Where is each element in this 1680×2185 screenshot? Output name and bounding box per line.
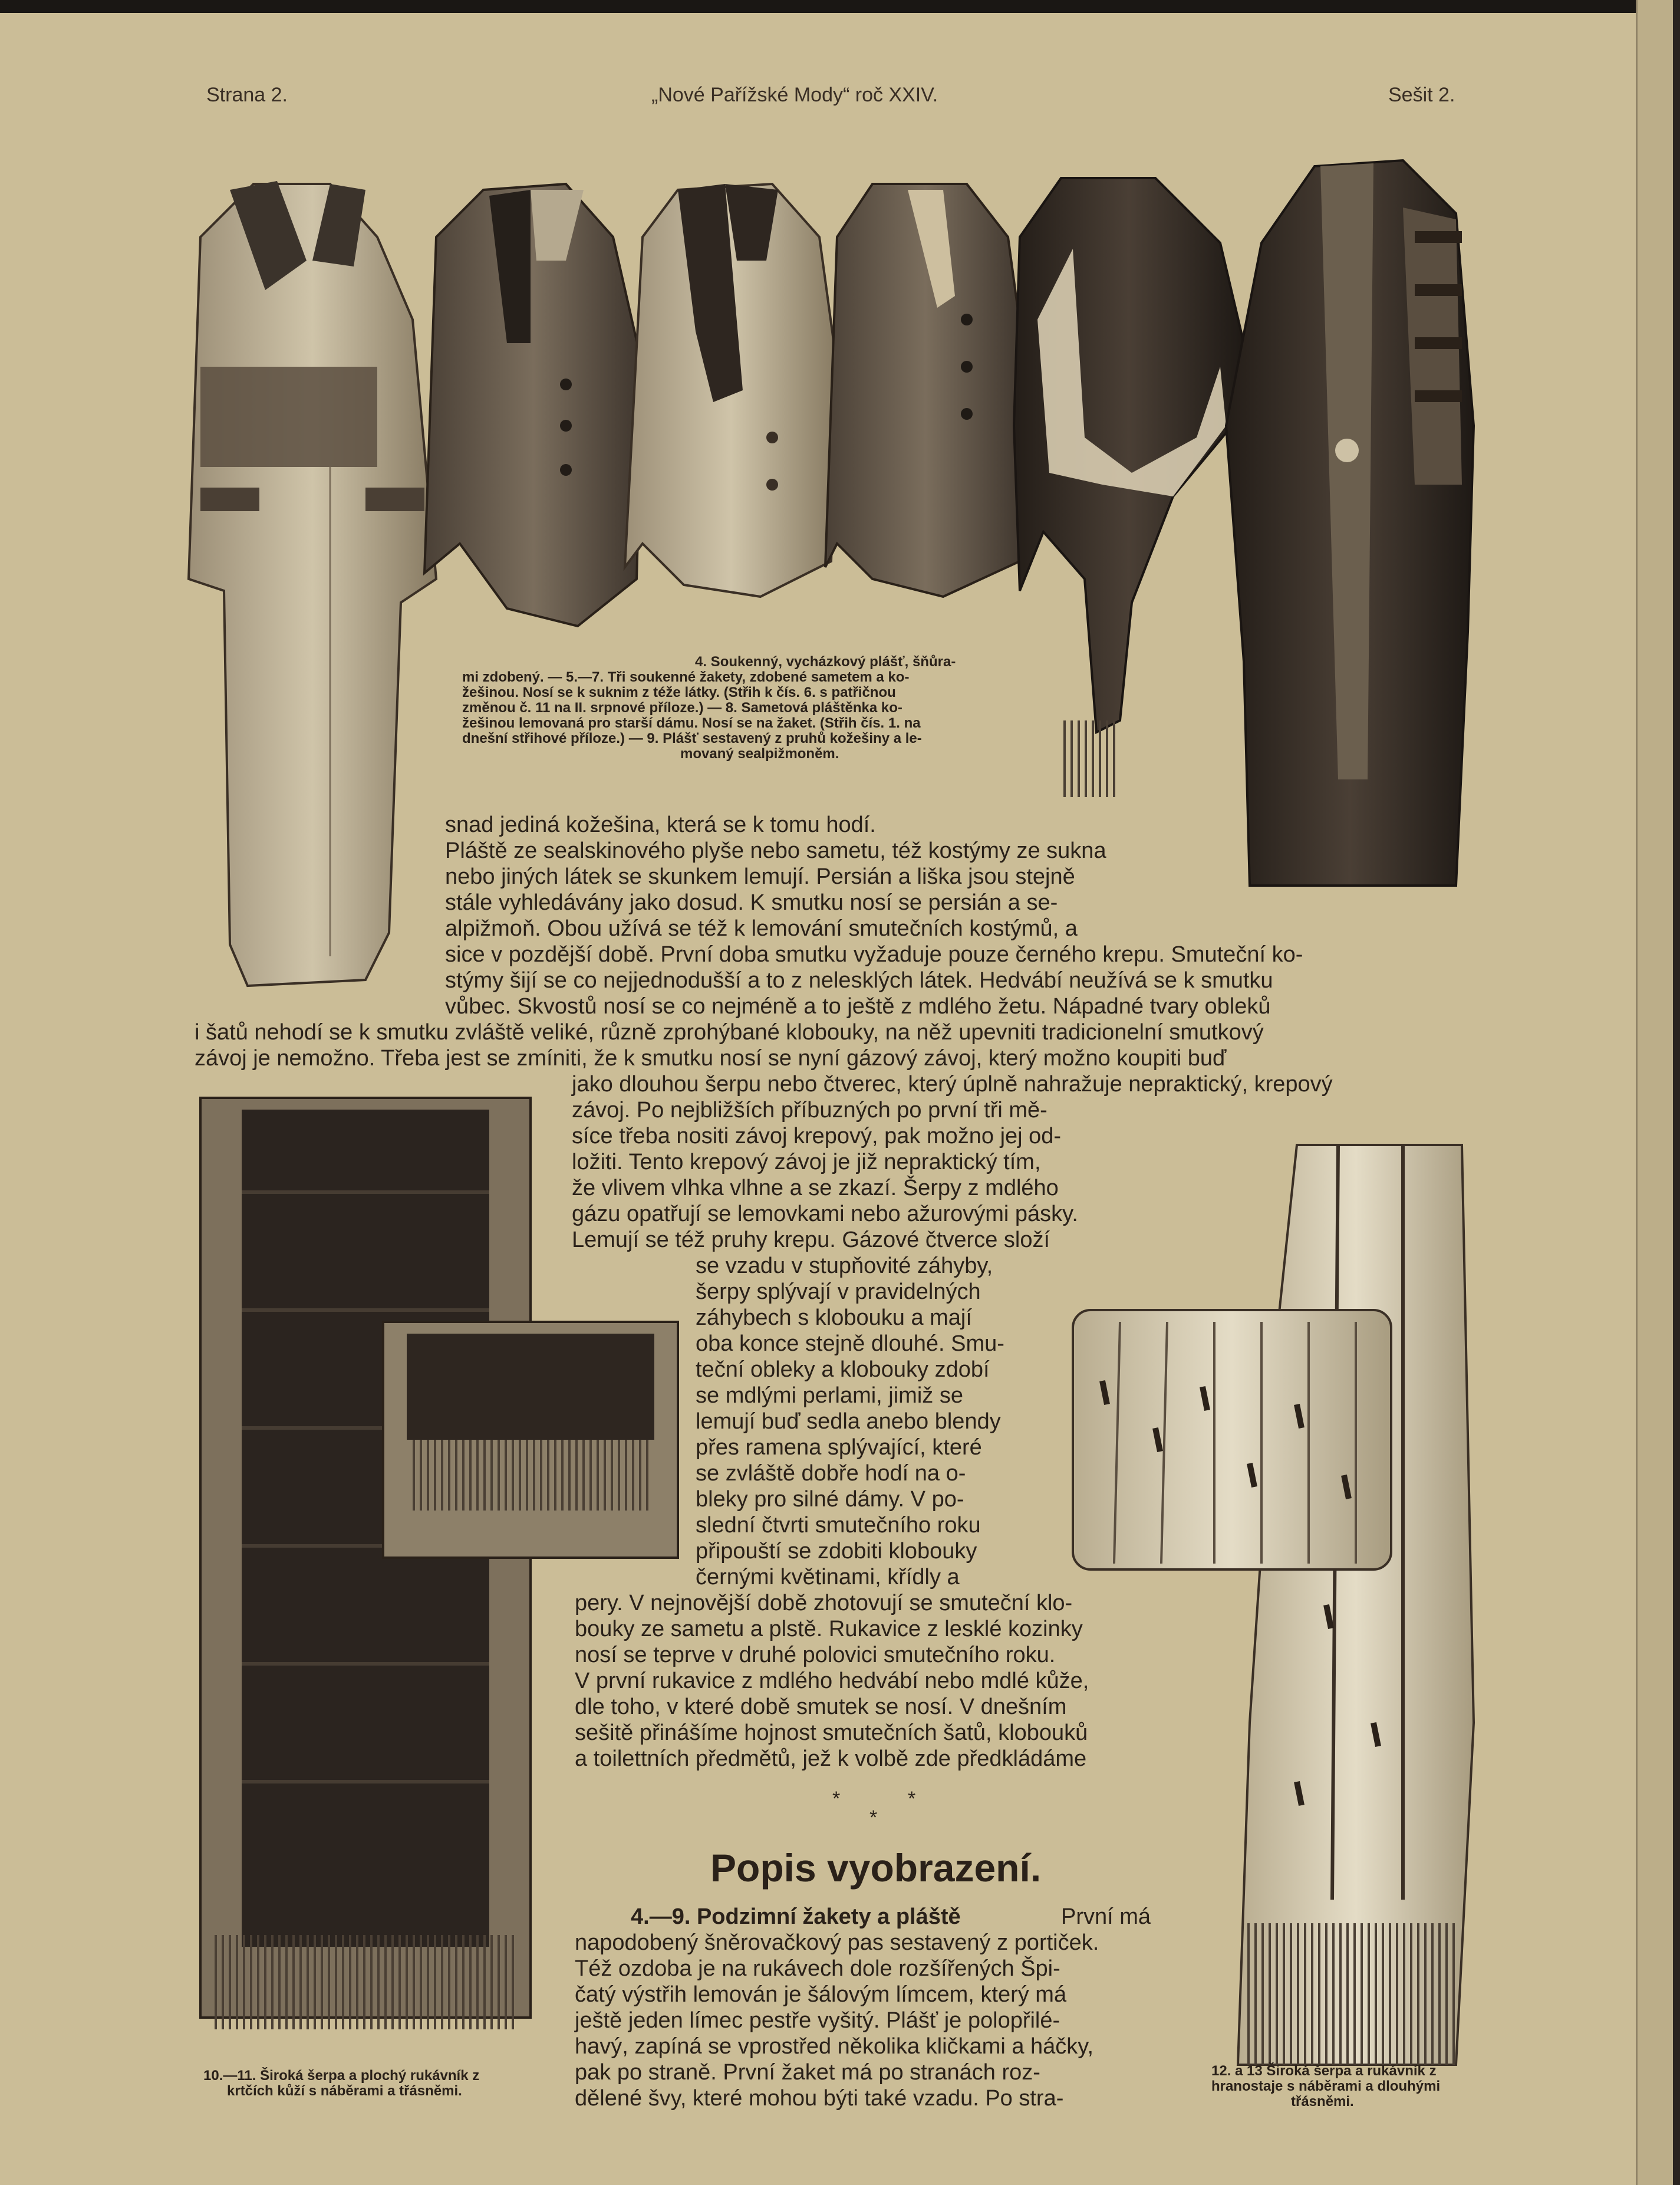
body-line: slední čtvrti smutečního roku (696, 1513, 981, 1538)
caption-scarf-left-line-2: krtčích kůží s náběrami a třásněmi. (227, 2083, 462, 2099)
body-line: vůbec. Skvostů nosí se co nejméně a to ještě z mdlého žetu. Nápadné tvary obleků (445, 994, 1271, 1019)
caption-coats-line-6: dnešní střihové příloze.) — 9. Plášť sestavený z pruhů kožešiny a le- (462, 730, 922, 746)
coat-4-icon (189, 181, 436, 986)
body-line: sešitě přinášíme hojnost smutečních šatů, klobouků (575, 1720, 1088, 1745)
body-line: šerpy splývají v pravidelných (696, 1279, 981, 1304)
body-line: Pláště ze sealskinového plyše nebo sametu, též kostýmy ze sukna (445, 838, 1106, 863)
cape-8-icon (1014, 178, 1244, 797)
body-line: bouky ze sametu a plstě. Rukavice z lesklé kozinky (575, 1617, 1083, 1641)
body-line: se mdlými perlami, jimiž se (696, 1383, 963, 1408)
journal-title: „Nové Pařížské Mody“ roč XXIV. (651, 84, 938, 106)
caption-coats-line-3: žešinou. Nosí se k suknim z téže látky. (Střih k čís. 6. s patřičnou (462, 685, 896, 700)
caption-coats-line-1: 4. Soukenný, vycházkový plášť, šňůra- (695, 654, 956, 670)
page-binding-edge (1636, 0, 1680, 2185)
description-line: ještě jeden límec pestře vyšitý. Plášť je polopřilé- (575, 2008, 1060, 2033)
body-line: dle toho, v které době smutek se nosí. V dnešním (575, 1694, 1067, 1719)
body-line: Lemují se též pruhy krepu. Gázové čtverce složí (572, 1228, 1050, 1252)
page-number: Strana 2. (206, 84, 288, 106)
caption-scarf-right-line-3: třásněmi. (1291, 2094, 1354, 2110)
body-line: lemují buď sedla anebo blendy (696, 1409, 1001, 1434)
body-line: gázu opatřují se lemovkami nebo ažurovými pásky. (572, 1202, 1078, 1226)
separator-star: * (869, 1806, 878, 1829)
body-line: snad jediná kožešina, která se k tomu hodí. (445, 812, 876, 837)
body-line: přes ramena splývající, které (696, 1435, 982, 1460)
body-line: jako dlouhou šerpu nebo čtverec, který úplně nahražuje nepraktický, krepový (572, 1072, 1333, 1097)
caption-scarf-left-line-1: 10.—11. Široká šerpa a plochý rukávník z (203, 2068, 480, 2084)
description-line: Též ozdoba je na rukávech dole rozšířených Špi- (575, 1956, 1060, 1981)
description-line: dělené švy, které mohou býti také vzadu. Po stra- (575, 2086, 1064, 2111)
caption-coats-line-5: žešinou lemovaná pro starší dámu. Nosí se na žaket. (Střih čís. 1. na (462, 715, 921, 731)
caption-coats-line-4: změnou č. 11 na II. srpnové příloze.) — 8. Sametová pláštěnka ko- (462, 700, 902, 716)
body-line: záhybech s klobouku a mají (696, 1305, 972, 1330)
description-lead: 4.—9. Podzimní žakety a pláště (631, 1904, 961, 1929)
separator-star: * (832, 1788, 841, 1810)
magazine-page (0, 13, 1636, 2185)
body-line: teční obleky a klobouky zdobí (696, 1357, 990, 1382)
body-line: bleky pro silné dámy. V po- (696, 1487, 964, 1512)
section-title: Popis vyobrazení. (710, 1846, 1042, 1890)
body-line: nosí se teprve v druhé polovici smutečního roku. (575, 1643, 1056, 1667)
body-line: stále vyhledávány jako dosud. K smutku nosí se persián a se- (445, 890, 1058, 915)
body-line: i šatů nehodí se k smutku zvláště veliké, různě zprohýbané klobouky, na něž upevniti tradicionelní smutkový (195, 1020, 1264, 1045)
caption-coats-line-7: movaný sealpižmoněm. (680, 746, 839, 762)
body-line: a toilettních předmětů, jež k volbě zde předkládáme (575, 1746, 1087, 1771)
body-line: V první rukavice z mdlého hedvábí nebo mdlé kůže, (575, 1669, 1089, 1693)
body-line: alpižmoň. Obou užívá se též k lemování smutečních kostýmů, a (445, 916, 1078, 941)
body-line: sice v pozdější době. První doba smutku vyžaduje pouze černého krepu. Smuteční ko- (445, 942, 1303, 967)
body-line: stýmy šijí se co nejjednodušší a to z nelesklých látek. Hedvábí neužívá se k smutku (445, 968, 1273, 993)
body-line: připouští se zdobiti klobouky (696, 1539, 977, 1564)
caption-scarf-right-line-2: hranostaje s náběrami a dlouhými (1211, 2078, 1441, 2094)
body-line: pery. V nejnovější době zhotovují se smuteční klo- (575, 1591, 1073, 1615)
body-line: černými květinami, křídly a (696, 1565, 960, 1590)
body-line: oba konce stejně dlouhé. Smu- (696, 1331, 1004, 1356)
caption-coats-line-2: mi zdobený. — 5.—7. Tři soukenné žakety, zdobené sametem a ko- (462, 669, 910, 685)
description-line: První má (1061, 1904, 1151, 1929)
body-line: nebo jiných látek se skunkem lemují. Persián a liška jsou stejně (445, 864, 1075, 889)
body-line: závoj je nemožno. Třeba jest se zmíniti, že k smutku nosí se nyní gázový závoj, který možno koupiti buď (195, 1046, 1227, 1071)
body-line: ložiti. Tento krepový závoj je již nepraktický tím, (572, 1150, 1041, 1174)
description-line: pak po straně. První žaket má po stranách roz- (575, 2060, 1040, 2085)
coat-9-icon (1226, 160, 1474, 886)
description-line: čatý výstřih lemován je šálovým límcem, který má (575, 1982, 1067, 2007)
body-line: se zvláště dobře hodí na o- (696, 1461, 966, 1486)
jacket-7-icon (825, 184, 1026, 597)
description-line: havý, zapíná se vprostřed několika kličkami a háčky, (575, 2034, 1094, 2059)
body-line: se vzadu v stupňovité záhyby, (696, 1253, 993, 1278)
body-line: síce třeba nositi závoj krepový, pak možno jej od- (572, 1124, 1062, 1149)
caption-scarf-right-line-1: 12. a 13 Široká šerpa a rukávník z (1211, 2063, 1437, 2079)
issue-number: Sešit 2. (1388, 84, 1455, 106)
description-line: napodobený šněrovačkový pas sestavený z portiček. (575, 1930, 1099, 1955)
body-line: že vlivem vlhka vlhne a se zkazí. Šerpy z mdlého (572, 1176, 1059, 1200)
separator-star: * (908, 1788, 916, 1810)
body-line: závoj. Po nejbližších příbuzných po první tři mě- (572, 1098, 1047, 1123)
jacket-5-icon (424, 184, 643, 626)
jacket-6-icon (625, 184, 837, 597)
